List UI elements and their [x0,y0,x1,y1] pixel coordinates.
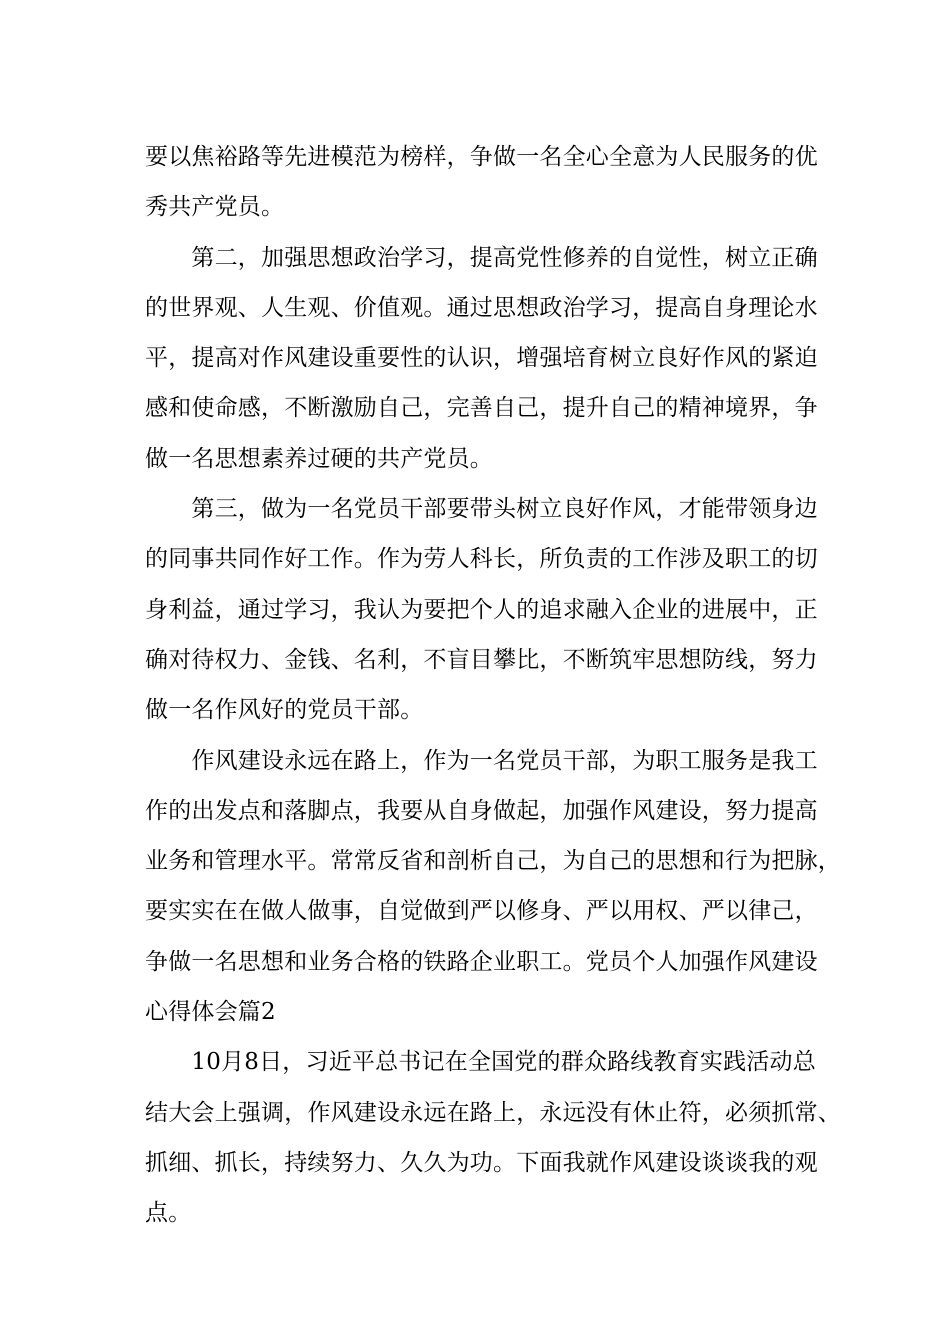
text-line: 要实实在在做人做事，自觉做到严以修身、严以用权、严以律己， [145,898,818,925]
text-line: 平，提高对作风建设重要性的认识，增强培育树立良好作风的紧迫 [145,345,818,372]
text-line: 做一名作风好的党员干部。 [145,697,424,724]
text-line: 确对待权力、金钱、名利，不盲目攀比，不断筑牢思想防线，努力 [145,646,818,673]
text-line: 要以焦裕路等先进模范为榜样，争做一名全心全意为人民服务的优 [145,144,818,170]
text-line: 第三，做为一名党员干部要带头树立良好作风，才能带领身边 [145,496,818,523]
text-line: 感和使命感，不断激励自己，完善自己，提升自己的精神境界，争 [145,395,818,422]
text-line: 秀共产党员。 [145,194,285,221]
text-line: 争做一名思想和业务合格的铁路企业职工。党员个人加强作风建设 [145,948,818,975]
text-line: 抓细、抓长，持续努力、久久为功。下面我就作风建设谈谈我的观 [145,1149,818,1176]
text-line: 做一名思想素养过硬的共产党员。 [145,445,493,472]
text-line: 的同事共同作好工作。作为劳人科长，所负责的工作涉及职工的切 [145,546,818,573]
text-line: 10月8日，习近平总书记在全国党的群众路线教育实践活动总 [145,1049,816,1076]
text-line: 结大会上强调，作风建设永远在路上，永远没有休止符，必须抓常、 [145,1099,841,1126]
text-line: 作风建设永远在路上，作为一名党员干部，为职工服务是我工 [145,747,818,774]
text-line: 心得体会篇2 [145,999,276,1026]
text-line: 的世界观、人生观、价值观。通过思想政治学习，提高自身理论水 [145,294,818,321]
text-line: 第二，加强思想政治学习，提高党性修养的自觉性，树立正确 [145,244,818,271]
document-body [145,132,841,1239]
text-line: 点。 [145,1200,192,1227]
text-line: 作的出发点和落脚点，我要从自身做起，加强作风建设，努力提高 [145,797,818,824]
text-line: 业务和管理水平。常常反省和剖析自己，为自己的思想和行为把脉， [145,848,841,875]
text-line: 身利益，通过学习，我认为要把个人的追求融入企业的进展中，正 [145,596,818,623]
